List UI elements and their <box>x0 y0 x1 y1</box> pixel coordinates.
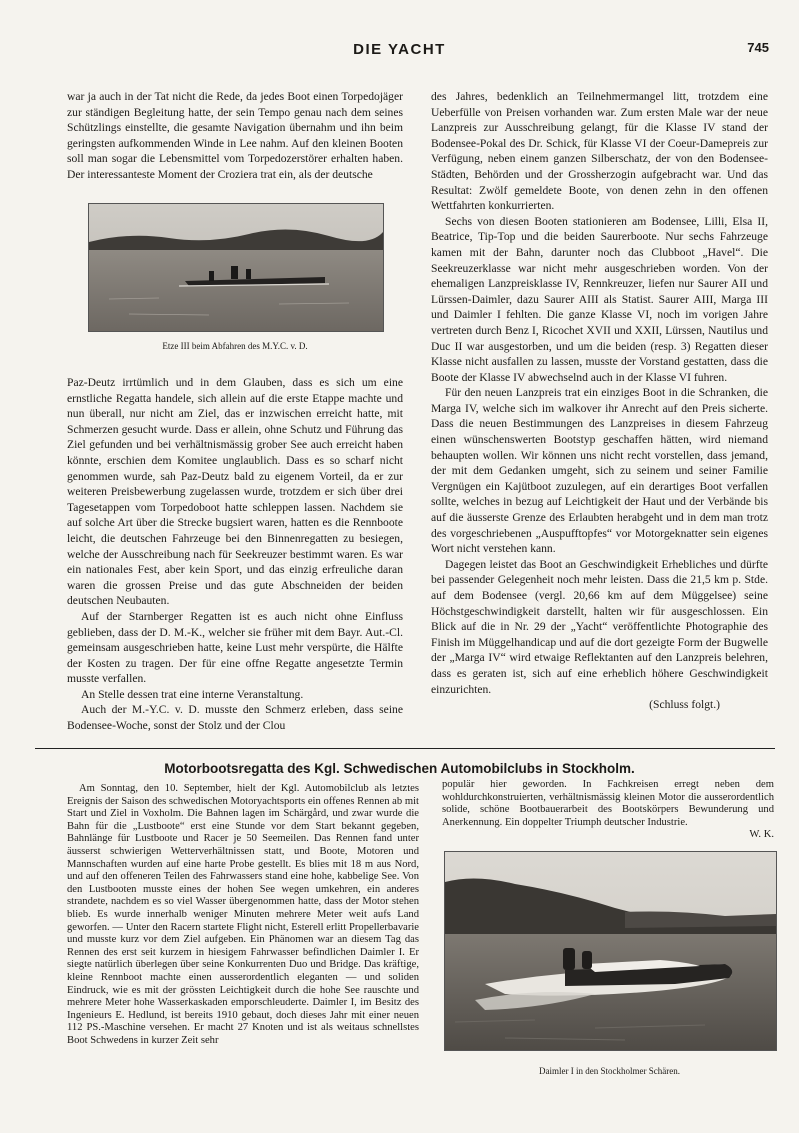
photo-daimler-i-image <box>445 852 776 1050</box>
paragraph: Am Sonntag, den 10. September, hielt der Kgl. Automobilclub als letztes Ereignis der Saison des schwedischen Motoryachtsports ein offenes Rennen ab mit Start und Ziel in Voxholm. Die Bahnen lagen im Schärgård, und zwar wurde die Bahn für die „Lustboote“ erst eine Stunde vor dem Start bekannt gegeben, Bahnlänge für Lustboote und Racer je 50 Seemeilen. Das Rennen fand unter äusserst schwierigen Wetterverhältnissen statt, und Boote, Motoren und Mannschaften wurden auf eine harte Probe gestellt. Es blies mit 18 m aus Nord, und auf den offeneren Teilen des Fahrwassers stand eine hohe, kabbelige See. Von den Lustbooten musste eines der hohen See wegen umkehren, ein anderes strandete, nachdem es so viel Wasser übergenommen hatte, dass der Motor stehen blieb. Es wurde innerhalb weniger Minuten mehrere Meter weit aufs Land geworfen. — Unter den Racern startete Flight nicht, Esterell erlitt Propellerbavarie und musste kurz vor dem Ziel aufgeben. Ein Phänomen war an diesem Tag das Rennen des erst seit kurzem in hiesigem Fahrwasser befindlichen Daimler I. Er siegte natürlich überlegen über seine Konkurrenten Duo und Bridge. Das kräftige, kleine Rennboot machte einen ausserordentlich eleganten — und soliden Eindruck, wie es mit der grössten Leichtigkeit durch die hohe See rauschte und mehrere Meter hohe Wasserkaskaden emporschleuderte. Daimler I, im Besitz des Ingenieurs E. Hedlund, ist bereits 1910 gebaut, doch dieses Jahr mit einer neuen 112 PS.-Maschine versehen. Er macht 27 Knoten und ist als weitaus schnellstes Boot Schwedens in kurzer Zeit sehr <box>67 783 419 1046</box>
running-header-title: DIE YACHT <box>353 41 446 58</box>
paragraph: Sechs von diesen Booten stationieren am Bodensee, Lilli, Elsa II, Beatrice, Tip-Top und die beiden Saurerboote. Nur sechs Fahrzeuge kamen mit der Bahn, darunter noch das Clubboot „Havel“. Die Seekreuzerklasse war nicht mehr ausgeschrieben worden. Von der ehemaligen Lanzpreisklasse IV, Rennkreuzer, liefen nur Saurer AII und Lürssen-Daimler, dazu Saurer AIII als Statist. Saurer AIII, Marga III und Daimler I fehlten. Die ganze Klasse VI, noch im vorigen Jahre vertreten durch Benz I, Ricochet XVII und XXII, Lürssen, Nautilus und Duc II war ausgestorben, und um die beiden (resp. 3) Regatten dieser Klasse nicht ausfallen zu lassen, musste der Vorstand gestatten, dass die Boote der Klasse IV abwechselnd auch in der Klasse VI fuhren. <box>431 214 768 384</box>
article1-left-bottom-column <box>67 375 403 734</box>
paragraph: Auch der M.-Y.C. v. D. musste den Schmerz erleben, dass seine Bodensee-Woche, sonst der Stolz und der Clou <box>67 703 403 733</box>
article1-left-top-column <box>67 89 403 183</box>
article1-right-column <box>431 89 768 713</box>
article2-left-column <box>67 783 419 1047</box>
photo2-caption: Daimler I in den Stockholmer Schären. <box>539 1066 680 1076</box>
paragraph: Dagegen leistet das Boot an Geschwindigkeit Erhebliches und dürfte bei passender Gelegenheit noch mehr leisten. Dass die 21,5 km p. Stde. auf dem Bodensee (vergl. 20,66 km auf dem Müggelsee) seine Höchstgeschwindigkeit darstellt, halten wir für ausgeschlossen. Ein Blick auf die in Nr. 29 der „Yacht“ veröffentlichte Photographie des Finish im Müggelhandicap und auf die dort gezeigte Form der Bugwelle der „Marga IV“ wird etwaige Reflektanten auf den Lanzpreis belehren, dass es geraten ist, sich auf eine erheblich höhere Geschwindigkeit einzurichten. <box>431 557 768 696</box>
author-signature: W. K. <box>749 829 774 841</box>
article2-title: Motorbootsregatta des Kgl. Schwedischen Automobilclubs in Stockholm. <box>164 761 635 776</box>
section-divider <box>35 748 775 749</box>
paragraph: Auf der Starnberger Regatten ist es auch nicht ohne Einfluss geblieben, dass der D. M.-K., welcher sie früher mit dem Bayr. Aut.-Cl. gemeinsam ausgeschrieben hatte, keine Lust mehr verspürte, die Hälfte der Kosten zu tragen. Der für eine offne Regatte angesetzte Termin musste verfallen. <box>67 609 403 686</box>
page-number: 745 <box>747 40 769 55</box>
paragraph: war ja auch in der Tat nicht die Rede, da jedes Boot einen Torpedojäger zur ständigen Begleitung hatte, der sein Tempo genau nach dem seines Schützlings einstellte, die gesamte Navigation übernahm und ihn beim geringsten aufkommenden Winde in Lee nahm. Auf den kleinen Booten soll man sogar die Lebensmittel vom Torpedozerstörer erhalten haben. Der interessanteste Moment der Croziera trat ein, als der deutsche <box>67 90 403 181</box>
article2-right-column <box>442 779 774 842</box>
paragraph: populär hier geworden. In Fachkreisen erregt neben dem wohldurchkonstruierten, verhältnismässig kleinen Motor die ausserordentlich solide, schöne Bootbauerarbeit des Bootskörpers Bewunderung und Anerkennung. Ein doppelter Triumph deutscher Industrie. <box>442 779 774 828</box>
paragraph: des Jahres, bedenklich an Teilnehmermangel litt, trotzdem eine Ueberfülle von Preisen vorhanden war. Zum ersten Male war der neue Lanzpreis zur Ausschreibung gelangt, für die Klasse IV stand der Bodensee-Pokal des Dr. Schick, für Klasse VI der Coeur-Damepreis zur Verfügung, neben einem ganzen Silberschatz, der von den Bodensee-Städten, Behörden und der Grossherzogin aufgebracht war. Und das Resultat: Zwölf gemeldete Boote, von denen zehn in den offenen Wettfahrten konkurrierten. <box>431 90 768 213</box>
photo-daimler-i <box>444 851 777 1051</box>
paragraph: Für den neuen Lanzpreis trat ein einziges Boot in die Schranken, die Marga IV, welche sich im walkover ihr Anrecht auf den Preis sicherte. Dass die neuen Bestimmungen des Lanzpreises in diesem Fahrzeug einen wünschenswerten Bootstyp geschaffen hätten, wird niemand behaupten wollen. Wir können uns nicht recht vorstellen, dass jemand, der mit dem Gedanken umgeht, sich zu seinem und seiner Familie Vergnügen ein Kajütboot zuzulegen, auf ein derartiges Boot verfallen sollte, welches in bezug auf Leichtigkeit der Haut und der Verbände bis auf die äusserste Grenze des Erlaubten herabgeht und in dem man trotz des vorgeschriebenen „Auspufftopfes“ vor Motorgeknatter sein eigenes Wort nicht verstehen kann. <box>431 386 768 556</box>
photo-etze-iii-image <box>89 204 383 331</box>
paragraph: Paz-Deutz irrtümlich und in dem Glauben, dass es sich um eine ernstliche Regatta handele, sich allein auf die erste Etappe machte und nun überall, nur nicht am Ziel, das er inzwischen erreicht hatte, mit Schmerzen gesucht wurde. Dass er allein, ohne Schutz und Führung das Ziel gefunden und bei verhältnismässig grober See auch erreicht haben könnte, erschien dem Komitee unglaublich. Dass es so scharf nicht genommen wurde, sah Paz-Deutz bald zu eigenem Vorteil, da er zur weiteren Preisbewerbung zugelassen wurde, trotzdem er sich über drei Tagesetappen vom Torpedoboot hatte schleppen lassen. Nachdem sie auf solche Art über die Strecke bugsiert waren, hatten es die Rennboote leicht, die deutschen Fahrzeuge bei den Binnenregatten zu besiegen, welche der Ausschreibung nach für Seekreuzer bestimmt waren. Es war ein nationales Fest, aber kein Sport, und das einzig erfreuliche daran waren die grossen Preise und das gute Abschneiden der beiden deutschen Neubauten. <box>67 376 403 608</box>
paragraph: An Stelle dessen trat eine interne Veranstaltung. <box>81 687 304 701</box>
photo-etze-iii <box>88 203 384 332</box>
photo1-caption: Etze III beim Abfahren des M.Y.C. v. D. <box>162 341 308 351</box>
to-be-continued-note: (Schluss folgt.) <box>649 698 720 712</box>
